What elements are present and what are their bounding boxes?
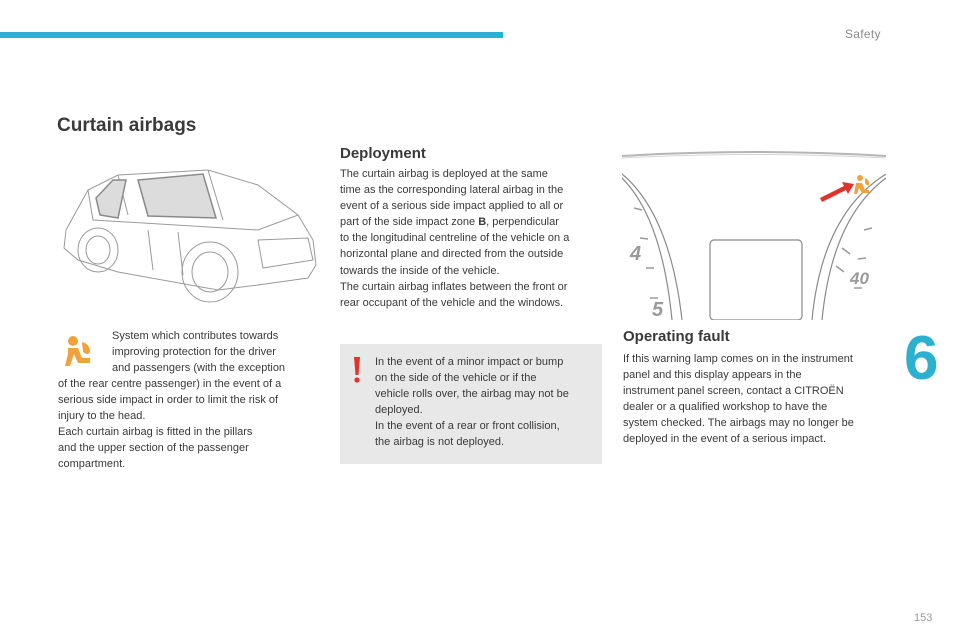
airbag-passenger-icon bbox=[62, 334, 96, 368]
deployment-heading: Deployment bbox=[340, 145, 426, 162]
info-text-bottom: of the rear centre passenger) in the event of a serious side impact in order to limit the risk of injury to the head. Each curtain airbag is fitted in the pillars and the upper section of the passenger compartment. bbox=[58, 378, 282, 471]
gauge-label-4: 4 bbox=[630, 243, 642, 265]
deployment-text: The curtain airbag is deployed at the same time as the corresponding lateral airbag in the event of a serious side impact applied to all or part of the side impact zone B, perpendicular to the longitudinal centreline of the vehicle on a horizontal plane and directed from the outside towards the inside of the vehicle. The curtain airbag inflates between the front or rear occupant of the vehicle and the windows. bbox=[340, 168, 570, 309]
chapter-number: 6 bbox=[904, 324, 939, 393]
gauge-label-40: 40 bbox=[850, 269, 869, 288]
instrument-panel-illustration bbox=[622, 148, 886, 320]
warning-text: In the event of a minor impact or bump on the side of the vehicle or if the vehicle rolls over, the airbag may not be deployed. In the event of a rear or front collision, the airbag is not deployed. bbox=[375, 356, 569, 449]
operating-fault-text: If this warning lamp comes on in the instrument panel and this display appears in the instrument panel screen, contact a CITROËN dealer or a qualified workshop to have the system checked. The airbags may no longer be deployed in the event of a serious impact. bbox=[623, 353, 854, 446]
exclamation-icon bbox=[352, 357, 362, 383]
page-number: 153 bbox=[914, 612, 933, 624]
car-illustration bbox=[58, 160, 320, 312]
top-accent-bar bbox=[0, 32, 503, 38]
info-text-top: System which contributes towards improving protection for the driver and passengers (with the exception bbox=[112, 330, 286, 375]
section-label: Safety bbox=[845, 27, 881, 41]
operating-fault-heading: Operating fault bbox=[623, 328, 730, 345]
gauge-label-5: 5 bbox=[652, 299, 664, 320]
page-title: Curtain airbags bbox=[57, 115, 197, 136]
